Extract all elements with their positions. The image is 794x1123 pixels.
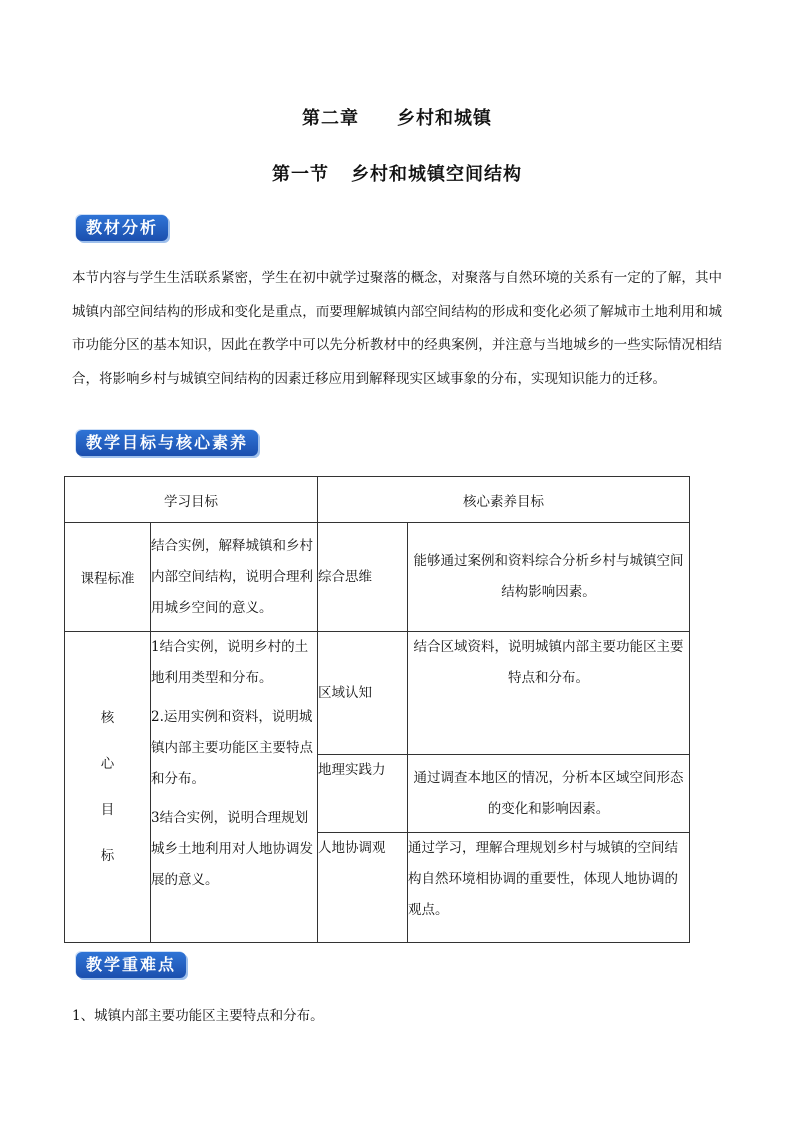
chapter-number: 第二章 xyxy=(302,108,359,129)
literacy-name: 综合思维 xyxy=(318,523,408,632)
section-number: 第一节 xyxy=(272,164,329,185)
header-learning-goals: 学习目标 xyxy=(65,477,318,523)
core-char: 标 xyxy=(100,848,115,864)
analysis-paragraph: 本节内容与学生生活联系紧密，学生在初中就学过聚落的概念，对聚落与自然环境的关系有一定的了解，其中城镇内部空间结构的形成和变化是重点，而要理解城镇内部空间结构的形成和变化必须了解城市土地利用和城市功能分区的基本知识，因此在教学中可以先分析教材中的经典案例，并注意与当地城乡的一些实际情况相结合，将影响乡村与城镇空间结构的因素迁移应用到解释现实区域事象的分布，实现知识能力的迁移。 xyxy=(72,270,722,387)
key-point-item: 1、城镇内部主要功能区主要特点和分布。 xyxy=(72,1008,324,1024)
core-char: 心 xyxy=(100,756,115,772)
literacy-desc: 通过学习，理解合理规划乡村与城镇的空间结构自然环境相协调的重要性，体现人地协调的观点。 xyxy=(408,833,690,943)
section-name: 乡村和城镇空间结构 xyxy=(351,164,522,185)
curriculum-text: 结合实例，解释城镇和乡村内部空间结构，说明合理利用城乡空间的意义。 xyxy=(151,523,318,632)
section-title xyxy=(0,160,794,186)
curriculum-label: 课程标准 xyxy=(65,523,151,632)
core-char: 核 xyxy=(100,710,115,726)
core-goal-item: 2.运用实例和资料，说明城镇内部主要功能区主要特点和分布。 xyxy=(151,709,313,787)
literacy-desc: 通过调查本地区的情况，分析本区域空间形态的变化和影响因素。 xyxy=(408,755,690,833)
objectives-table xyxy=(64,476,690,943)
header-core-literacy: 核心素养目标 xyxy=(318,477,690,523)
core-goals-label xyxy=(65,632,151,943)
literacy-name: 区域认知 xyxy=(318,632,408,755)
core-char: 目 xyxy=(100,802,115,818)
core-goals-list xyxy=(151,632,318,943)
core-goal-item: 3结合实例，说明合理规划城乡土地利用对人地协调发展的意义。 xyxy=(151,810,313,888)
literacy-desc: 能够通过案例和资料综合分析乡村与城镇空间结构影响因素。 xyxy=(408,523,690,632)
goals-badge: 教学目标与核心素养 xyxy=(76,430,258,456)
key-points-badge: 教学重难点 xyxy=(76,952,186,978)
literacy-name: 地理实践力 xyxy=(318,755,408,833)
literacy-name: 人地协调观 xyxy=(318,833,408,943)
chapter-title xyxy=(0,104,794,130)
chapter-name: 乡村和城镇 xyxy=(397,108,492,129)
analysis-badge: 教材分析 xyxy=(76,215,168,241)
core-goal-item: 1结合实例，说明乡村的土地利用类型和分布。 xyxy=(151,639,309,686)
literacy-desc: 结合区域资料，说明城镇内部主要功能区主要特点和分布。 xyxy=(408,632,690,755)
